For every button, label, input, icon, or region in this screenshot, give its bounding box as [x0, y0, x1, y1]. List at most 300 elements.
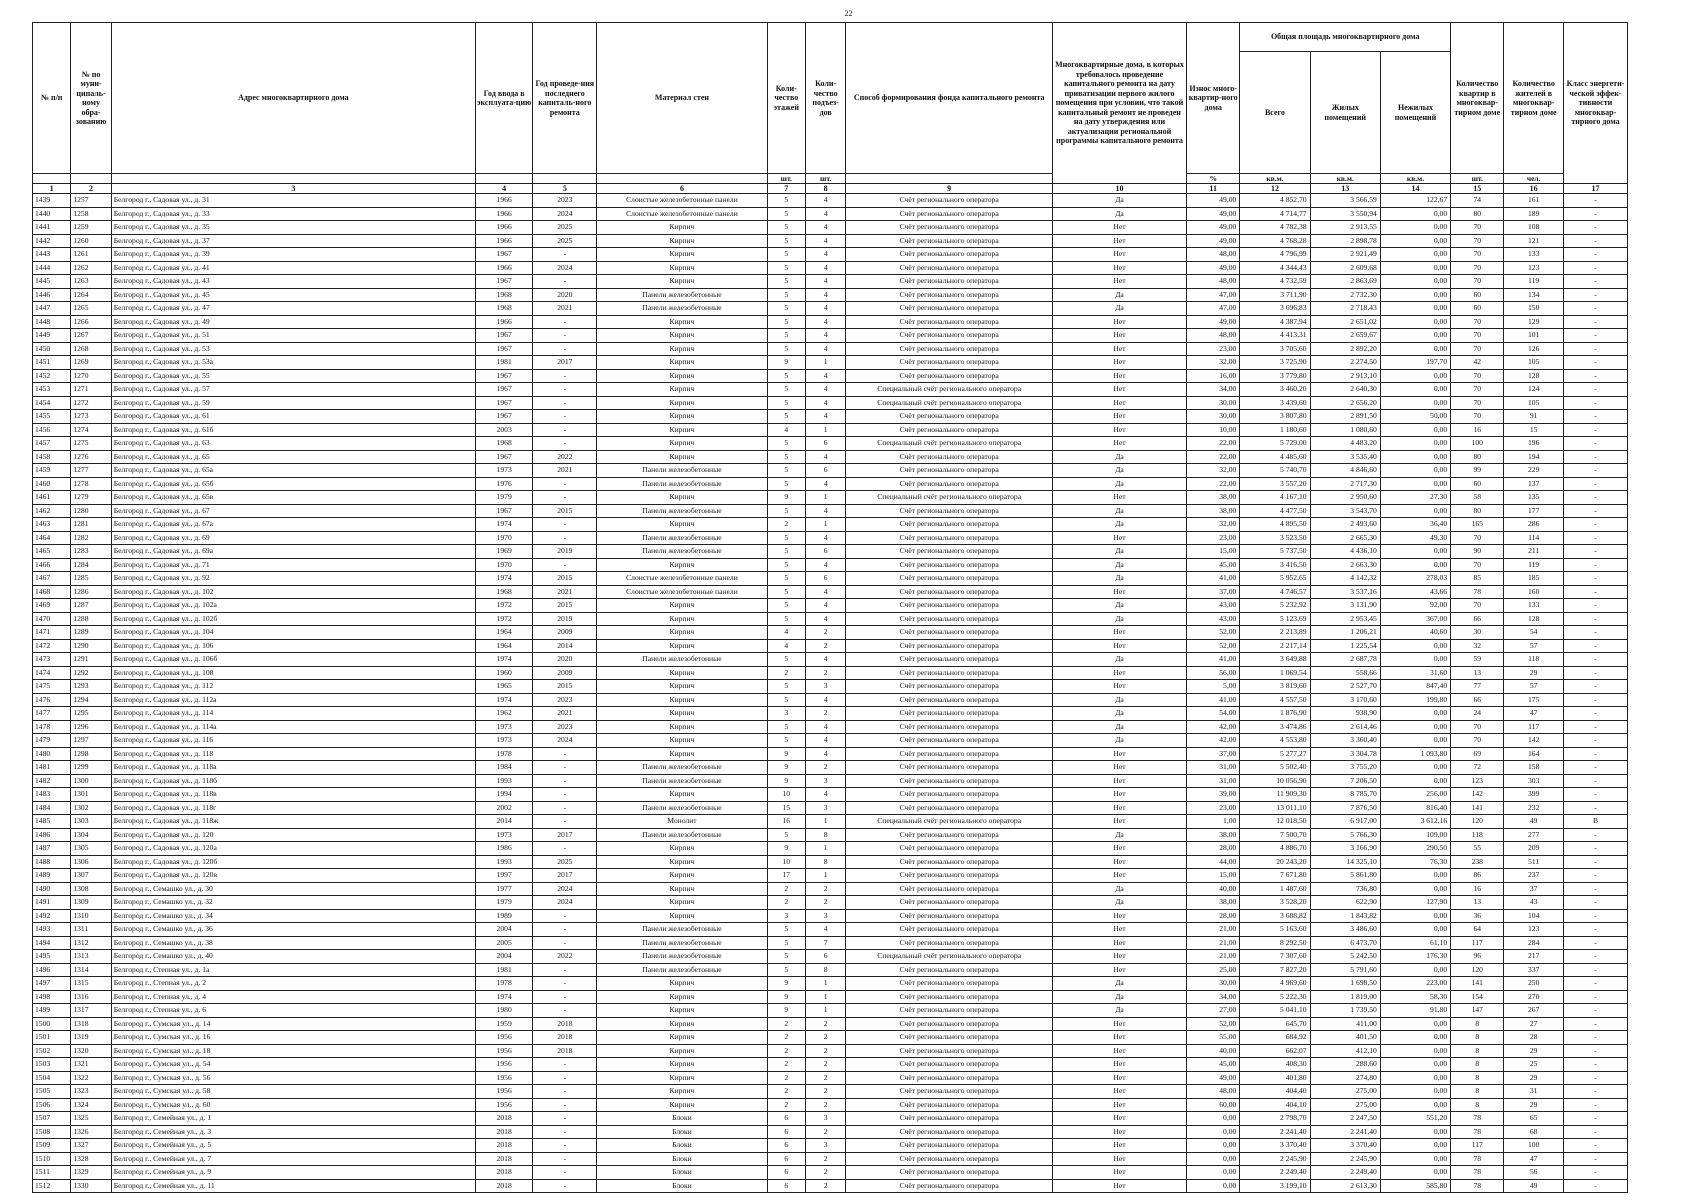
- cell-address: Белгород г., Садовая ул., д. 37: [111, 234, 475, 248]
- cell-entrances: 4: [805, 720, 845, 734]
- cell-residents: 142: [1504, 734, 1564, 748]
- cell-apartments: 70: [1451, 369, 1504, 383]
- cell-municipal-number: 1295: [71, 707, 111, 721]
- cell-area-nonresidential: 223,00: [1380, 977, 1450, 991]
- cell-index: 1480: [33, 747, 71, 761]
- cell-floors: 6: [767, 1112, 805, 1126]
- cell-wear: 54,00: [1187, 707, 1240, 721]
- cell-entrances: 2: [805, 639, 845, 653]
- cell-entrances: 4: [805, 504, 845, 518]
- cell-area-nonresidential: 122,67: [1380, 194, 1450, 208]
- cell-municipal-number: 1303: [71, 815, 111, 829]
- cell-energy-class: -: [1563, 572, 1627, 586]
- cell-commission-year: 1966: [475, 234, 532, 248]
- cell-area-total: 3 439,60: [1240, 396, 1310, 410]
- cell-address: Белгород г., Садовая ул., д. 106б: [111, 653, 475, 667]
- cell-wall-material: Кирпич: [597, 639, 767, 653]
- cell-floors: 5: [767, 572, 805, 586]
- cell-energy-class: -: [1563, 558, 1627, 572]
- cell-wear: 0,00: [1187, 1179, 1240, 1193]
- cell-index: 1507: [33, 1112, 71, 1126]
- cell-repair-required: Нет: [1052, 410, 1186, 424]
- cell-index: 1509: [33, 1139, 71, 1153]
- cell-address: Белгород г., Садовая ул., д. 57: [111, 383, 475, 397]
- cell-address: Белгород г., Садовая ул., д. 69а: [111, 545, 475, 559]
- cell-repair-required: Нет: [1052, 1085, 1186, 1099]
- cell-repair-required: Нет: [1052, 788, 1186, 802]
- cell-address: Белгород г., Семашко ул., д. 36: [111, 923, 475, 937]
- cell-area-nonresidential: 0,00: [1380, 329, 1450, 343]
- cell-address: Белгород г., Семашко ул., д. 34: [111, 909, 475, 923]
- cell-area-total: 1 069,54: [1240, 666, 1310, 680]
- cell-floors: 2: [767, 666, 805, 680]
- table-row: [33, 464, 1628, 478]
- cell-last-repair-year: -: [533, 383, 597, 397]
- cell-residents: 37: [1504, 882, 1564, 896]
- cell-entrances: 3: [805, 680, 845, 694]
- cell-area-total: 2 213,89: [1240, 626, 1310, 640]
- cell-commission-year: 1956: [475, 1031, 532, 1045]
- cell-address: Белгород г., Садовая ул., д. 47: [111, 302, 475, 316]
- cell-area-nonresidential: 49,30: [1380, 531, 1450, 545]
- cell-area-total: 3 416,50: [1240, 558, 1310, 572]
- cell-wall-material: Панели железобетонные: [597, 774, 767, 788]
- cell-address: Белгород г., Сумская ул., д. 54: [111, 1058, 475, 1072]
- cell-address: Белгород г., Садовая ул., д. 65а: [111, 464, 475, 478]
- cell-wall-material: Кирпич: [597, 842, 767, 856]
- column-number: 16: [1504, 184, 1564, 194]
- cell-floors: 5: [767, 828, 805, 842]
- cell-residents: 128: [1504, 369, 1564, 383]
- cell-apartments: 80: [1451, 450, 1504, 464]
- table-row: [33, 1152, 1628, 1166]
- cell-entrances: 8: [805, 828, 845, 842]
- table-row: [33, 720, 1628, 734]
- cell-energy-class: -: [1563, 207, 1627, 221]
- cell-repair-required: Да: [1052, 504, 1186, 518]
- cell-wear: 30,00: [1187, 410, 1240, 424]
- cell-commission-year: 1989: [475, 909, 532, 923]
- cell-wall-material: Слоистые железобетонные панели: [597, 585, 767, 599]
- cell-entrances: 3: [805, 909, 845, 923]
- table-row: [33, 491, 1628, 505]
- cell-repair-required: Да: [1052, 464, 1186, 478]
- header-address: Адрес многоквартирного дома: [111, 23, 475, 174]
- cell-last-repair-year: -: [533, 936, 597, 950]
- cell-fund-method: Счёт регионального оператора: [846, 423, 1053, 437]
- cell-repair-required: Нет: [1052, 842, 1186, 856]
- cell-floors: 5: [767, 612, 805, 626]
- cell-floors: 5: [767, 693, 805, 707]
- cell-entrances: 8: [805, 963, 845, 977]
- cell-floors: 2: [767, 1017, 805, 1031]
- cell-municipal-number: 1288: [71, 612, 111, 626]
- cell-address: Белгород г., Семейная ул., д. 11: [111, 1179, 475, 1193]
- cell-index: 1474: [33, 666, 71, 680]
- cell-area-nonresidential: 0,00: [1380, 261, 1450, 275]
- cell-repair-required: Нет: [1052, 585, 1186, 599]
- cell-entrances: 4: [805, 342, 845, 356]
- cell-municipal-number: 1273: [71, 410, 111, 424]
- cell-residents: 128: [1504, 612, 1564, 626]
- cell-energy-class: -: [1563, 909, 1627, 923]
- cell-entrances: 4: [805, 477, 845, 491]
- cell-wear: 41,00: [1187, 572, 1240, 586]
- cell-wall-material: Кирпич: [597, 734, 767, 748]
- cell-last-repair-year: 2015: [533, 680, 597, 694]
- cell-last-repair-year: -: [533, 477, 597, 491]
- cell-last-repair-year: -: [533, 491, 597, 505]
- cell-area-total: 2 241,40: [1240, 1125, 1310, 1139]
- cell-repair-required: Да: [1052, 720, 1186, 734]
- cell-wall-material: Кирпич: [597, 234, 767, 248]
- cell-commission-year: 2018: [475, 1179, 532, 1193]
- cell-area-total: 4 557,50: [1240, 693, 1310, 707]
- cell-fund-method: Счёт регионального оператора: [846, 923, 1053, 937]
- cell-residents: 29: [1504, 666, 1564, 680]
- cell-wall-material: Кирпич: [597, 1098, 767, 1112]
- cell-residents: 185: [1504, 572, 1564, 586]
- cell-floors: 2: [767, 896, 805, 910]
- cell-commission-year: 1968: [475, 585, 532, 599]
- cell-entrances: 3: [805, 1112, 845, 1126]
- cell-fund-method: Счёт регионального оператора: [846, 315, 1053, 329]
- cell-wear: 22,00: [1187, 450, 1240, 464]
- table-row: [33, 1058, 1628, 1072]
- cell-energy-class: -: [1563, 1098, 1627, 1112]
- cell-entrances: 2: [805, 1179, 845, 1193]
- cell-entrances: 4: [805, 369, 845, 383]
- cell-floors: 5: [767, 599, 805, 613]
- table-row: [33, 1098, 1628, 1112]
- cell-fund-method: Счёт регионального оператора: [846, 518, 1053, 532]
- cell-commission-year: 1956: [475, 1085, 532, 1099]
- cell-area-residential: 412,10: [1310, 1044, 1380, 1058]
- cell-index: 1481: [33, 761, 71, 775]
- cell-repair-required: Да: [1052, 828, 1186, 842]
- cell-energy-class: -: [1563, 747, 1627, 761]
- cell-wear: 1,00: [1187, 815, 1240, 829]
- table-row: [33, 936, 1628, 950]
- cell-index: 1496: [33, 963, 71, 977]
- cell-area-total: 4 387,94: [1240, 315, 1310, 329]
- cell-commission-year: 1974: [475, 572, 532, 586]
- cell-index: 1510: [33, 1152, 71, 1166]
- cell-floors: 6: [767, 1125, 805, 1139]
- cell-area-residential: 2 527,70: [1310, 680, 1380, 694]
- cell-repair-required: Нет: [1052, 1031, 1186, 1045]
- cell-commission-year: 1967: [475, 450, 532, 464]
- cell-index: 1484: [33, 801, 71, 815]
- table-row: [33, 504, 1628, 518]
- cell-entrances: 4: [805, 599, 845, 613]
- table-row: [33, 383, 1628, 397]
- cell-wear: 34,00: [1187, 990, 1240, 1004]
- cell-fund-method: Счёт регионального оператора: [846, 288, 1053, 302]
- cell-municipal-number: 1286: [71, 585, 111, 599]
- cell-wear: 60,00: [1187, 1098, 1240, 1112]
- cell-commission-year: 1959: [475, 1017, 532, 1031]
- cell-municipal-number: 1283: [71, 545, 111, 559]
- cell-area-residential: 8 785,70: [1310, 788, 1380, 802]
- cell-repair-required: Да: [1052, 653, 1186, 667]
- cell-apartments: 96: [1451, 950, 1504, 964]
- table-row: [33, 234, 1628, 248]
- cell-area-residential: 3 537,16: [1310, 585, 1380, 599]
- cell-index: 1468: [33, 585, 71, 599]
- cell-residents: 194: [1504, 450, 1564, 464]
- cell-municipal-number: 1278: [71, 477, 111, 491]
- cell-entrances: 3: [805, 774, 845, 788]
- cell-apartments: 77: [1451, 680, 1504, 694]
- cell-wall-material: Кирпич: [597, 882, 767, 896]
- cell-area-residential: 736,80: [1310, 882, 1380, 896]
- cell-energy-class: -: [1563, 842, 1627, 856]
- cell-wall-material: Панели железобетонные: [597, 477, 767, 491]
- cell-fund-method: Специальный счёт регионального оператора: [846, 437, 1053, 451]
- column-number: 17: [1563, 184, 1627, 194]
- unit-area-nonresidential: кв.м.: [1380, 174, 1450, 184]
- cell-last-repair-year: -: [533, 1085, 597, 1099]
- column-number: 5: [533, 184, 597, 194]
- cell-area-nonresidential: 0,00: [1380, 1125, 1450, 1139]
- cell-address: Белгород г., Семейная ул., д. 7: [111, 1152, 475, 1166]
- cell-address: Белгород г., Садовая ул., д. 63: [111, 437, 475, 451]
- cell-commission-year: 1966: [475, 221, 532, 235]
- cell-commission-year: 1974: [475, 990, 532, 1004]
- cell-last-repair-year: 2021: [533, 585, 597, 599]
- cell-address: Белгород г., Садовая ул., д. 51: [111, 329, 475, 343]
- cell-area-total: 5 740,70: [1240, 464, 1310, 478]
- table-row: [33, 990, 1628, 1004]
- cell-entrances: 1: [805, 491, 845, 505]
- header-floors: Коли-чество этажей: [767, 23, 805, 174]
- cell-wall-material: Блоки: [597, 1166, 767, 1180]
- cell-index: 1451: [33, 356, 71, 370]
- cell-apartments: 8: [1451, 1017, 1504, 1031]
- cell-entrances: 2: [805, 1031, 845, 1045]
- cell-address: Белгород г., Садовая ул., д. 106: [111, 639, 475, 653]
- cell-energy-class: -: [1563, 707, 1627, 721]
- cell-municipal-number: 1323: [71, 1085, 111, 1099]
- cell-entrances: 2: [805, 1044, 845, 1058]
- cell-index: 1449: [33, 329, 71, 343]
- table-row: [33, 450, 1628, 464]
- cell-area-total: 3 705,60: [1240, 342, 1310, 356]
- cell-wear: 0,00: [1187, 1139, 1240, 1153]
- cell-energy-class: -: [1563, 288, 1627, 302]
- cell-wear: 40,00: [1187, 882, 1240, 896]
- cell-apartments: 123: [1451, 774, 1504, 788]
- cell-floors: 5: [767, 369, 805, 383]
- table-row: [33, 477, 1628, 491]
- cell-index: 1494: [33, 936, 71, 950]
- cell-area-nonresidential: 0,00: [1380, 774, 1450, 788]
- cell-address: Белгород г., Садовая ул., д. 65: [111, 450, 475, 464]
- cell-wall-material: Панели железобетонные: [597, 963, 767, 977]
- cell-apartments: 32: [1451, 639, 1504, 653]
- table-row: [33, 531, 1628, 545]
- column-number: 4: [475, 184, 532, 194]
- cell-area-total: 20 243,20: [1240, 855, 1310, 869]
- cell-area-nonresidential: 0,00: [1380, 707, 1450, 721]
- cell-area-residential: 2 614,46: [1310, 720, 1380, 734]
- cell-area-nonresidential: 0,00: [1380, 1085, 1450, 1099]
- cell-area-total: 4 768,28: [1240, 234, 1310, 248]
- cell-repair-required: Нет: [1052, 869, 1186, 883]
- cell-area-total: 662,07: [1240, 1044, 1310, 1058]
- cell-last-repair-year: -: [533, 437, 597, 451]
- cell-commission-year: 1956: [475, 1058, 532, 1072]
- table-row: [33, 1071, 1628, 1085]
- cell-index: 1471: [33, 626, 71, 640]
- cell-wear: 49,00: [1187, 315, 1240, 329]
- cell-area-residential: 411,00: [1310, 1017, 1380, 1031]
- cell-area-residential: 2 241,40: [1310, 1125, 1380, 1139]
- cell-energy-class: -: [1563, 1071, 1627, 1085]
- cell-municipal-number: 1274: [71, 423, 111, 437]
- cell-area-nonresidential: 367,00: [1380, 612, 1450, 626]
- cell-entrances: 1: [805, 869, 845, 883]
- cell-last-repair-year: -: [533, 275, 597, 289]
- column-number: 12: [1240, 184, 1310, 194]
- cell-municipal-number: 1325: [71, 1112, 111, 1126]
- cell-area-total: 684,92: [1240, 1031, 1310, 1045]
- cell-area-residential: 1 739,50: [1310, 1004, 1380, 1018]
- cell-fund-method: Счёт регионального оператора: [846, 261, 1053, 275]
- cell-address: Белгород г., Садовая ул., д. 104: [111, 626, 475, 640]
- cell-commission-year: 1967: [475, 329, 532, 343]
- cell-area-total: 3 688,82: [1240, 909, 1310, 923]
- cell-fund-method: Счёт регионального оператора: [846, 842, 1053, 856]
- cell-commission-year: 1966: [475, 194, 532, 208]
- cell-area-nonresidential: 0,00: [1380, 342, 1450, 356]
- cell-index: 1511: [33, 1166, 71, 1180]
- column-number: 11: [1187, 184, 1240, 194]
- cell-address: Белгород г., Сумская ул., д. 14: [111, 1017, 475, 1031]
- cell-area-nonresidential: 58,30: [1380, 990, 1450, 1004]
- cell-repair-required: Нет: [1052, 815, 1186, 829]
- cell-area-residential: 2 953,45: [1310, 612, 1380, 626]
- cell-fund-method: Счёт регионального оператора: [846, 477, 1053, 491]
- cell-area-nonresidential: 0,00: [1380, 558, 1450, 572]
- cell-area-residential: 5 242,50: [1310, 950, 1380, 964]
- cell-commission-year: 1964: [475, 639, 532, 653]
- cell-area-nonresidential: 27,30: [1380, 491, 1450, 505]
- cell-address: Белгород г., Сумская ул., д. 56: [111, 1071, 475, 1085]
- cell-floors: 3: [767, 909, 805, 923]
- cell-energy-class: -: [1563, 1152, 1627, 1166]
- cell-last-repair-year: -: [533, 1179, 597, 1193]
- cell-municipal-number: 1285: [71, 572, 111, 586]
- cell-energy-class: -: [1563, 936, 1627, 950]
- cell-municipal-number: 1263: [71, 275, 111, 289]
- cell-fund-method: Счёт регионального оператора: [846, 1071, 1053, 1085]
- cell-area-total: 3 528,20: [1240, 896, 1310, 910]
- cell-residents: 101: [1504, 329, 1564, 343]
- cell-area-residential: 2 913,10: [1310, 369, 1380, 383]
- cell-residents: 270: [1504, 990, 1564, 1004]
- cell-fund-method: Счёт регионального оператора: [846, 680, 1053, 694]
- cell-last-repair-year: 2023: [533, 693, 597, 707]
- cell-floors: 2: [767, 1085, 805, 1099]
- cell-area-residential: 2 609,68: [1310, 261, 1380, 275]
- cell-area-nonresidential: 0,00: [1380, 882, 1450, 896]
- cell-residents: 267: [1504, 1004, 1564, 1018]
- cell-fund-method: Счёт регионального оператора: [846, 275, 1053, 289]
- table-row: [33, 275, 1628, 289]
- cell-area-total: 2 249,40: [1240, 1166, 1310, 1180]
- cell-repair-required: Нет: [1052, 383, 1186, 397]
- cell-wear: 44,00: [1187, 855, 1240, 869]
- cell-last-repair-year: -: [533, 1152, 597, 1166]
- cell-residents: 54: [1504, 626, 1564, 640]
- cell-entrances: 4: [805, 923, 845, 937]
- cell-repair-required: Да: [1052, 450, 1186, 464]
- cell-address: Белгород г., Садовая ул., д. 67а: [111, 518, 475, 532]
- cell-last-repair-year: 2017: [533, 828, 597, 842]
- cell-residents: 31: [1504, 1085, 1564, 1099]
- cell-commission-year: 1956: [475, 1044, 532, 1058]
- cell-residents: 303: [1504, 774, 1564, 788]
- cell-energy-class: -: [1563, 761, 1627, 775]
- cell-wear: 37,00: [1187, 747, 1240, 761]
- cell-wear: 22,00: [1187, 437, 1240, 451]
- cell-fund-method: Счёт регионального оператора: [846, 599, 1053, 613]
- cell-area-total: 4 895,50: [1240, 518, 1310, 532]
- cell-area-nonresidential: 0,00: [1380, 315, 1450, 329]
- cell-entrances: 1: [805, 423, 845, 437]
- cell-residents: 29: [1504, 1098, 1564, 1112]
- cell-municipal-number: 1292: [71, 666, 111, 680]
- cell-apartments: 78: [1451, 1125, 1504, 1139]
- cell-floors: 5: [767, 302, 805, 316]
- cell-address: Белгород г., Семейная ул., д. 3: [111, 1125, 475, 1139]
- table-row: [33, 261, 1628, 275]
- cell-area-nonresidential: 36,40: [1380, 518, 1450, 532]
- cell-index: 1461: [33, 491, 71, 505]
- cell-fund-method: Счёт регионального оператора: [846, 869, 1053, 883]
- cell-area-nonresidential: 0,00: [1380, 1098, 1450, 1112]
- cell-fund-method: Счёт регионального оператора: [846, 801, 1053, 815]
- cell-last-repair-year: -: [533, 342, 597, 356]
- cell-residents: 250: [1504, 977, 1564, 991]
- cell-apartments: 86: [1451, 869, 1504, 883]
- cell-entrances: 2: [805, 1017, 845, 1031]
- cell-wall-material: Блоки: [597, 1179, 767, 1193]
- cell-energy-class: -: [1563, 437, 1627, 451]
- cell-last-repair-year: -: [533, 315, 597, 329]
- cell-area-nonresidential: 176,30: [1380, 950, 1450, 964]
- table-body: [33, 194, 1628, 1193]
- cell-energy-class: -: [1563, 950, 1627, 964]
- cell-commission-year: 1966: [475, 207, 532, 221]
- cell-energy-class: -: [1563, 477, 1627, 491]
- cell-area-residential: 2 613,30: [1310, 1179, 1380, 1193]
- header-area-residential: Жилых помещений: [1310, 52, 1380, 174]
- cell-fund-method: Счёт регионального оператора: [846, 909, 1053, 923]
- cell-residents: 124: [1504, 383, 1564, 397]
- cell-last-repair-year: 2009: [533, 666, 597, 680]
- cell-repair-required: Да: [1052, 545, 1186, 559]
- cell-municipal-number: 1280: [71, 504, 111, 518]
- cell-index: 1477: [33, 707, 71, 721]
- cell-last-repair-year: 2018: [533, 1031, 597, 1045]
- cell-residents: 126: [1504, 342, 1564, 356]
- cell-entrances: 6: [805, 950, 845, 964]
- cell-repair-required: Нет: [1052, 1179, 1186, 1193]
- cell-floors: 3: [767, 707, 805, 721]
